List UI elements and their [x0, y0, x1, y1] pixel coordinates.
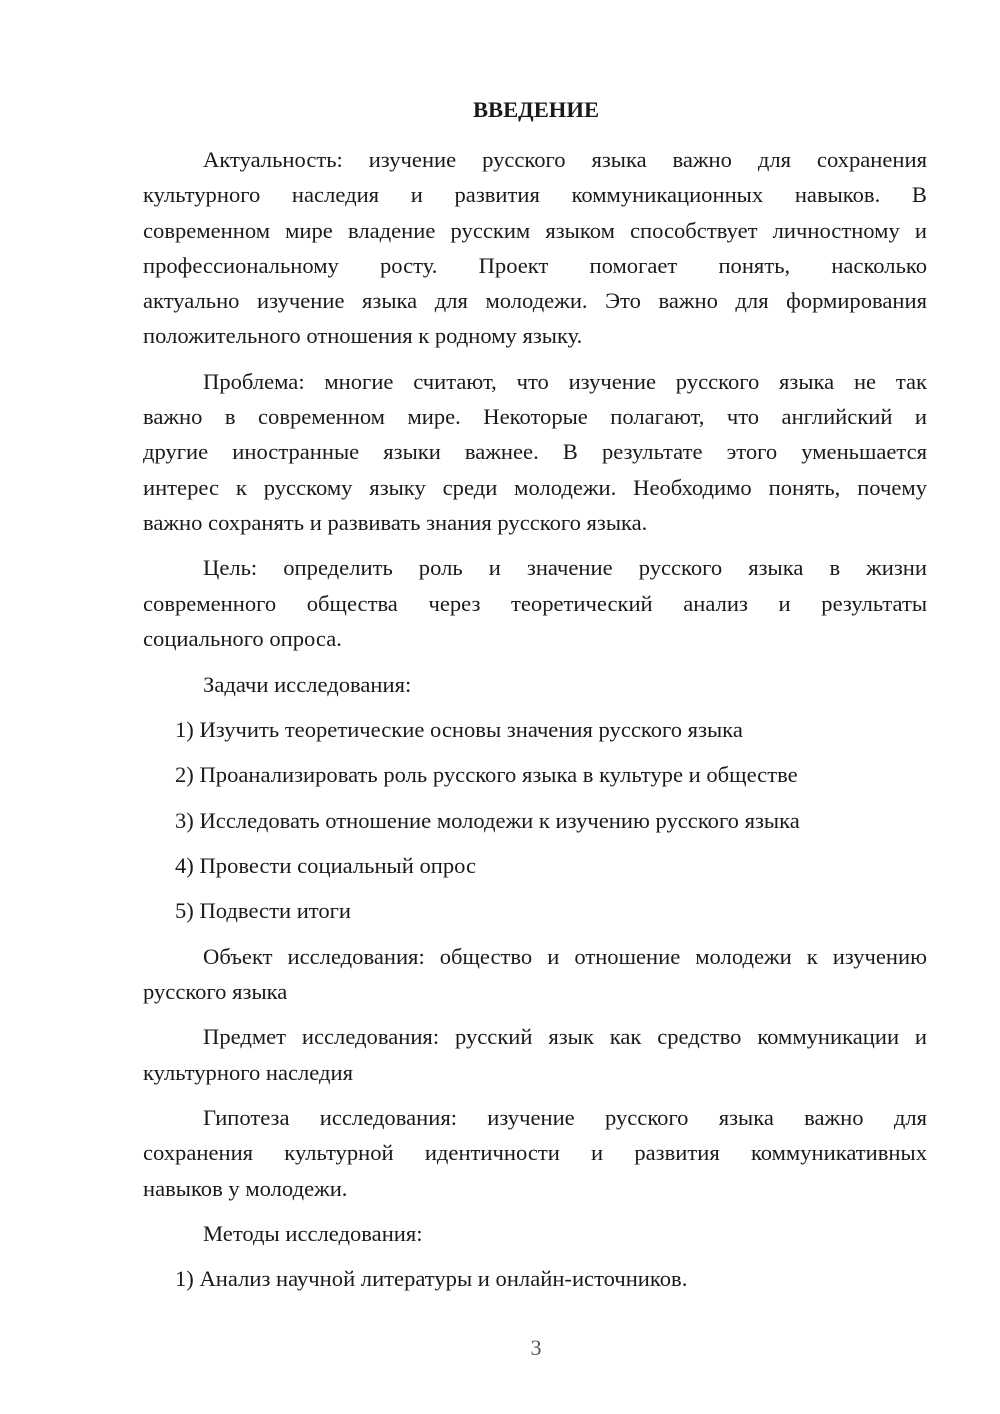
goal-line-1: Цель: определить роль и значение русского языка в жизни	[203, 555, 927, 580]
relevance-line-2: культурного наследия и развития коммуникационных навыков. В	[143, 182, 927, 207]
relevance-line-4: профессиональному росту. Проект помогает понять, насколько	[143, 253, 927, 278]
task-item-1: 1) Изучить теоретические основы значения русского языка	[175, 717, 743, 742]
goal-line-2: современного общества через теоретический анализ и результаты	[143, 591, 927, 616]
problem-line-1: Проблема: многие считают, что изучение русского языка не так	[203, 369, 927, 394]
problem-line-2: важно в современном мире. Некоторые полагают, что английский и	[143, 404, 927, 429]
problem-line-5: важно сохранять и развивать знания русского языка.	[143, 510, 648, 535]
page-number: 3	[530, 1335, 542, 1360]
methods-heading: Методы исследования:	[203, 1221, 423, 1246]
problem-line-3: другие иностранные языки важнее. В результате этого уменьшается	[143, 439, 927, 464]
subject-line-2: культурного наследия	[143, 1060, 354, 1085]
task-item-2: 2) Проанализировать роль русского языка в культуре и обществе	[175, 762, 798, 787]
task-item-3: 3) Исследовать отношение молодежи к изучению русского языка	[175, 808, 800, 833]
hypothesis-line-3: навыков у молодежи.	[143, 1176, 348, 1201]
object-line-2: русского языка	[143, 979, 288, 1004]
task-item-5: 5) Подвести итоги	[175, 898, 352, 923]
task-item-4: 4) Провести социальный опрос	[175, 853, 477, 878]
goal-line-3: социального опроса.	[143, 626, 342, 651]
relevance-line-6: положительного отношения к родному языку.	[143, 323, 583, 348]
relevance-line-5: актуально изучение языка для молодежи. Это важно для формирования	[143, 288, 927, 313]
tasks-heading: Задачи исследования:	[203, 672, 412, 697]
page-title: ВВЕДЕНИЕ	[472, 97, 600, 122]
hypothesis-line-2: сохранения культурной идентичности и развития коммуникативных	[143, 1140, 927, 1165]
method-item-1: 1) Анализ научной литературы и онлайн-источников.	[175, 1266, 688, 1291]
relevance-line-3: современном мире владение русским языком способствует личностному и	[143, 218, 927, 243]
subject-line-1: Предмет исследования: русский язык как средство коммуникации и	[203, 1024, 927, 1049]
problem-line-4: интерес к русскому языку среди молодежи. Необходимо понять, почему	[143, 475, 927, 500]
hypothesis-line-1: Гипотеза исследования: изучение русского языка важно для	[203, 1105, 927, 1130]
relevance-line-1: Актуальность: изучение русского языка важно для сохранения	[203, 147, 927, 172]
object-line-1: Объект исследования: общество и отношение молодежи к изучению	[203, 944, 927, 969]
